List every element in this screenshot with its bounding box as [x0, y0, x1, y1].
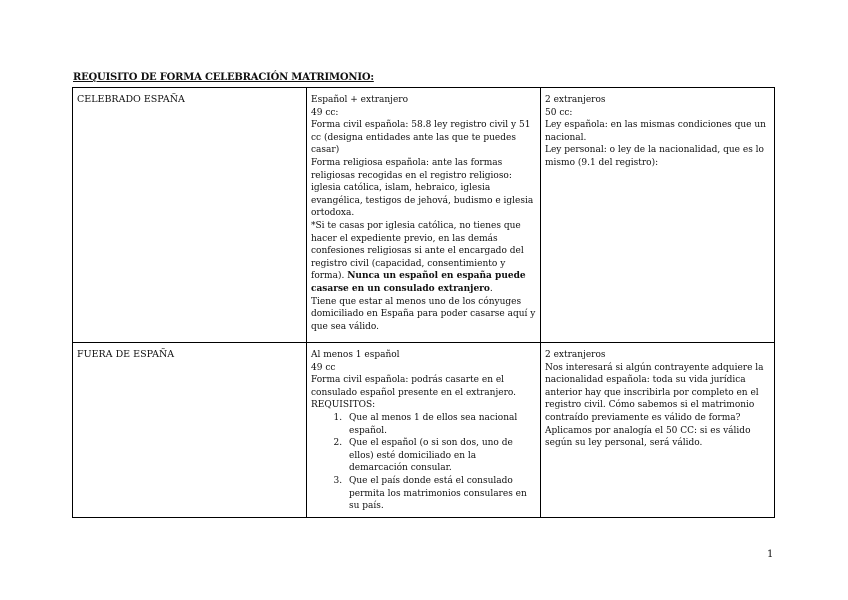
requisitos-label: REQUISITOS: — [311, 400, 376, 411]
cell-two-foreigners-abroad — [541, 343, 775, 518]
civil-form-text: Forma civil española: 58.8 ley registro civil y 51 cc (designa entidades ante las que te puedes casar) — [311, 120, 531, 156]
article-ref: 49 cc — [311, 362, 336, 373]
religious-form-text: Forma religiosa española: ante las formas religiosas recogidas en el registro religioso: iglesia católica, islam, hebraico, iglesia evangélica, testigos de jehová, budismo e iglesia ortodoxa. — [311, 157, 534, 219]
personal-law-text: Ley personal: o ley de la nacionalidad, que es lo mismo (9.1 del registro): — [545, 145, 764, 168]
table-row-spain — [73, 88, 775, 343]
list-item: 2. Que el español (o si son dos, uno de ellos) esté domiciliado en la demarcación consular. — [345, 437, 536, 475]
cell-spanish-abroad — [307, 343, 541, 518]
cell-spanish-foreigner-spain — [307, 88, 541, 343]
cell-label-spain — [73, 88, 307, 343]
requisitos-list — [311, 412, 536, 513]
row-label: CELEBRADO ESPAÑA — [77, 94, 185, 105]
cell-heading: Español + extranjero — [311, 95, 408, 105]
table-row-abroad — [73, 343, 775, 518]
civil-form-text: Forma civil española: podrás casarte en el consulado español presente en el extranjero. — [311, 375, 516, 398]
cell-heading: 2 extranjeros — [545, 350, 606, 360]
list-item: 1. Que al menos 1 de ellos sea nacional español. — [345, 412, 536, 437]
requirements-table — [72, 87, 775, 518]
page-title: REQUISITO DE FORMA CELEBRACIÓN MATRIMONIO: — [73, 72, 374, 83]
consulate-warning: Nunca un español en españa puede casarse en un consulado extranjero — [311, 271, 526, 294]
spanish-law-text: Ley española: en las mismas condiciones que un nacional. — [545, 120, 766, 143]
cell-heading: 2 extranjeros — [545, 95, 606, 105]
cell-heading: Al menos 1 español — [311, 350, 400, 360]
row-label: FUERA DE ESPAÑA — [77, 349, 175, 360]
cell-two-foreigners-spain — [541, 88, 775, 343]
article-ref: 50 cc: — [545, 107, 573, 118]
catholic-note-text: *Si te casas por iglesia católica, no tienes que hacer el expediente previo, en las demás confesiones religiosas si ante el encargado del registro civil (capacidad, consentimiento y forma). — [311, 220, 524, 282]
note-end: . — [489, 283, 493, 294]
article-ref: 49 cc: — [311, 107, 339, 118]
list-item: 3. Que el país donde está el consulado permita los matrimonios consulares en su país. — [345, 475, 536, 513]
page-number: 1 — [767, 549, 774, 560]
catholic-note — [311, 220, 536, 296]
domicile-text: Tiene que estar al menos uno de los cónyuges domiciliado en España para poder casarse aquí y que sea válido. — [311, 296, 536, 332]
nationality-text: Nos interesará si algún contrayente adquiere la nacionalidad española: toda su vida jurídica anterior hay que inscribirla por completo en el registro civil. Cómo sabemos si el matrimonio contraído previamente es válido de forma? Aplicamos por analogía el 50 CC: si es válido según su ley personal, será válido. — [545, 362, 764, 449]
cell-label-abroad — [73, 343, 307, 518]
